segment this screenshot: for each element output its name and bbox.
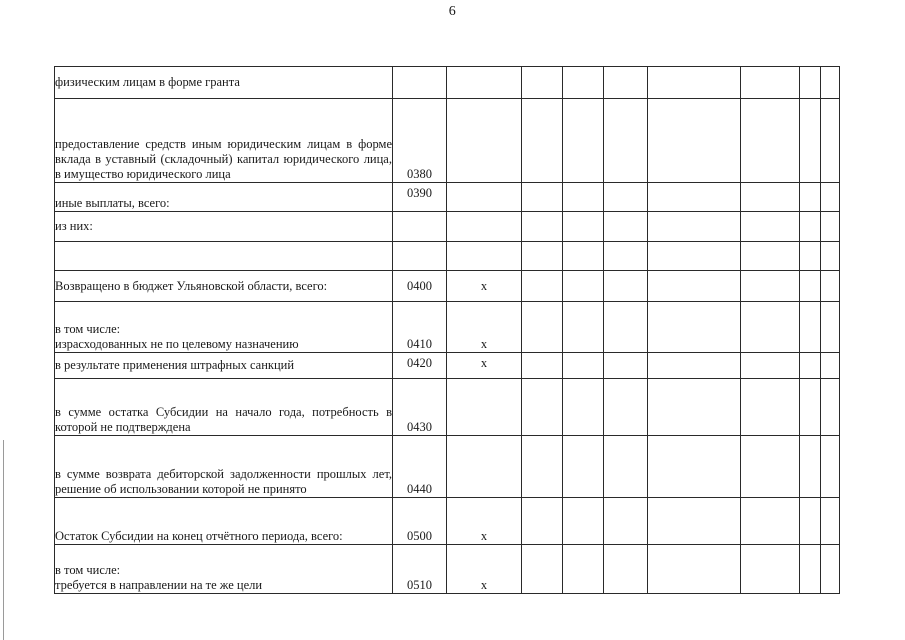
- report-table: [54, 66, 840, 594]
- row-mark: [447, 99, 522, 183]
- value-cell: [648, 242, 741, 271]
- value-cell: [821, 242, 840, 271]
- row-label-line: в том числе:: [55, 563, 121, 577]
- value-cell: [563, 99, 604, 183]
- table-row: [55, 379, 840, 436]
- value-cell: [648, 183, 741, 212]
- row-label: [55, 436, 393, 498]
- value-cell: [522, 353, 563, 379]
- value-cell: [522, 436, 563, 498]
- value-cell: [741, 67, 800, 99]
- value-cell: [563, 183, 604, 212]
- row-mark: [447, 242, 522, 271]
- value-cell: [741, 242, 800, 271]
- value-cell: [800, 498, 821, 545]
- value-cell: [800, 379, 821, 436]
- row-code: 0440: [393, 436, 447, 498]
- table-row: [55, 498, 840, 545]
- value-cell: [522, 212, 563, 242]
- scan-edge-line: [3, 440, 4, 640]
- row-code: 0400: [393, 271, 447, 302]
- value-cell: [563, 379, 604, 436]
- value-cell: [741, 271, 800, 302]
- value-cell: [741, 99, 800, 183]
- value-cell: [604, 271, 648, 302]
- value-cell: [522, 498, 563, 545]
- value-cell: [741, 183, 800, 212]
- row-code: 0500: [393, 498, 447, 545]
- row-mark: [447, 183, 522, 212]
- row-label: [55, 212, 393, 242]
- value-cell: [563, 212, 604, 242]
- table-row: [55, 545, 840, 594]
- row-mark: х: [447, 302, 522, 353]
- row-label-line: израсходованных не по целевому назначению: [55, 337, 299, 351]
- row-label: [55, 67, 393, 99]
- value-cell: [821, 353, 840, 379]
- value-cell: [563, 67, 604, 99]
- value-cell: [648, 379, 741, 436]
- value-cell: [821, 498, 840, 545]
- value-cell: [522, 302, 563, 353]
- row-code: [393, 212, 447, 242]
- value-cell: [604, 353, 648, 379]
- value-cell: [563, 498, 604, 545]
- value-cell: [522, 242, 563, 271]
- value-cell: [821, 212, 840, 242]
- row-mark: [447, 436, 522, 498]
- value-cell: [604, 212, 648, 242]
- row-mark: х: [447, 498, 522, 545]
- row-mark: х: [447, 353, 522, 379]
- value-cell: [648, 498, 741, 545]
- row-code: 0390: [393, 183, 447, 212]
- row-label-line: в сумме остатка Субсидии на начало года, потребность в которой не подтверждена: [55, 405, 392, 434]
- row-label: [55, 302, 393, 353]
- row-code: 0380: [393, 99, 447, 183]
- value-cell: [604, 498, 648, 545]
- value-cell: [522, 545, 563, 594]
- value-cell: [821, 545, 840, 594]
- row-label-line: в том числе:: [55, 322, 121, 336]
- table-row: [55, 242, 840, 271]
- value-cell: [604, 183, 648, 212]
- value-cell: [648, 353, 741, 379]
- value-cell: [563, 545, 604, 594]
- row-label-line: иные выплаты, всего:: [55, 196, 170, 210]
- row-label: [55, 99, 393, 183]
- value-cell: [604, 67, 648, 99]
- value-cell: [741, 498, 800, 545]
- row-mark: [447, 212, 522, 242]
- value-cell: [604, 436, 648, 498]
- value-cell: [821, 67, 840, 99]
- row-mark: [447, 67, 522, 99]
- row-label: [55, 183, 393, 212]
- value-cell: [563, 302, 604, 353]
- value-cell: [604, 302, 648, 353]
- value-cell: [800, 436, 821, 498]
- value-cell: [563, 242, 604, 271]
- value-cell: [563, 271, 604, 302]
- value-cell: [563, 436, 604, 498]
- row-label: [55, 242, 393, 271]
- value-cell: [522, 271, 563, 302]
- row-label: [55, 353, 393, 379]
- row-label-line: из них:: [55, 219, 93, 233]
- value-cell: [741, 212, 800, 242]
- value-cell: [648, 271, 741, 302]
- value-cell: [563, 353, 604, 379]
- row-label-line: требуется в направлении на те же цели: [55, 578, 263, 592]
- value-cell: [741, 379, 800, 436]
- value-cell: [800, 302, 821, 353]
- value-cell: [800, 242, 821, 271]
- value-cell: [648, 67, 741, 99]
- row-label-line: в результате применения штрафных санкций: [55, 358, 295, 372]
- value-cell: [821, 302, 840, 353]
- row-label-line: Возвращено в бюджет Ульяновской области, всего:: [55, 278, 328, 293]
- value-cell: [821, 379, 840, 436]
- value-cell: [522, 67, 563, 99]
- value-cell: [800, 271, 821, 302]
- value-cell: [741, 302, 800, 353]
- row-mark: х: [447, 271, 522, 302]
- value-cell: [604, 545, 648, 594]
- row-label: [55, 271, 393, 302]
- row-code: 0430: [393, 379, 447, 436]
- value-cell: [604, 242, 648, 271]
- table-row: [55, 183, 840, 212]
- row-label-line: в сумме возврата дебиторской задолженности прошлых лет, решение об использовании которой не принято: [55, 467, 392, 496]
- value-cell: [648, 545, 741, 594]
- table-row: [55, 99, 840, 183]
- value-cell: [522, 99, 563, 183]
- value-cell: [800, 99, 821, 183]
- row-code: 0420: [393, 353, 447, 379]
- row-mark: [447, 379, 522, 436]
- value-cell: [821, 271, 840, 302]
- row-label: [55, 498, 393, 545]
- value-cell: [648, 436, 741, 498]
- row-label: [55, 545, 393, 594]
- value-cell: [800, 353, 821, 379]
- value-cell: [800, 183, 821, 212]
- value-cell: [604, 379, 648, 436]
- value-cell: [741, 436, 800, 498]
- value-cell: [821, 436, 840, 498]
- row-label-line: предоставление средств иным юридическим лицам в форме вклада в уставный (складочный) капитал юридического лица, в имущество юридического лица: [55, 137, 392, 181]
- value-cell: [800, 545, 821, 594]
- page-number: 6: [448, 4, 457, 19]
- row-label-line: физическим лицам в форме гранта: [55, 75, 240, 89]
- table-row: [55, 436, 840, 498]
- value-cell: [648, 99, 741, 183]
- value-cell: [800, 67, 821, 99]
- value-cell: [741, 353, 800, 379]
- value-cell: [800, 212, 821, 242]
- value-cell: [522, 183, 563, 212]
- value-cell: [821, 99, 840, 183]
- row-code: [393, 67, 447, 99]
- table-row: [55, 67, 840, 99]
- row-label-line: Остаток Субсидии на конец отчётного периода, всего:: [55, 529, 343, 543]
- value-cell: [522, 379, 563, 436]
- row-label: [55, 379, 393, 436]
- row-code: 0410: [393, 302, 447, 353]
- table-row: [55, 302, 840, 353]
- value-cell: [648, 302, 741, 353]
- value-cell: [604, 99, 648, 183]
- row-mark: х: [447, 545, 522, 594]
- row-code: [393, 242, 447, 271]
- table-row: [55, 271, 840, 302]
- value-cell: [741, 545, 800, 594]
- table-row: [55, 353, 840, 379]
- value-cell: [821, 183, 840, 212]
- table-row: [55, 212, 840, 242]
- value-cell: [648, 212, 741, 242]
- row-code: 0510: [393, 545, 447, 594]
